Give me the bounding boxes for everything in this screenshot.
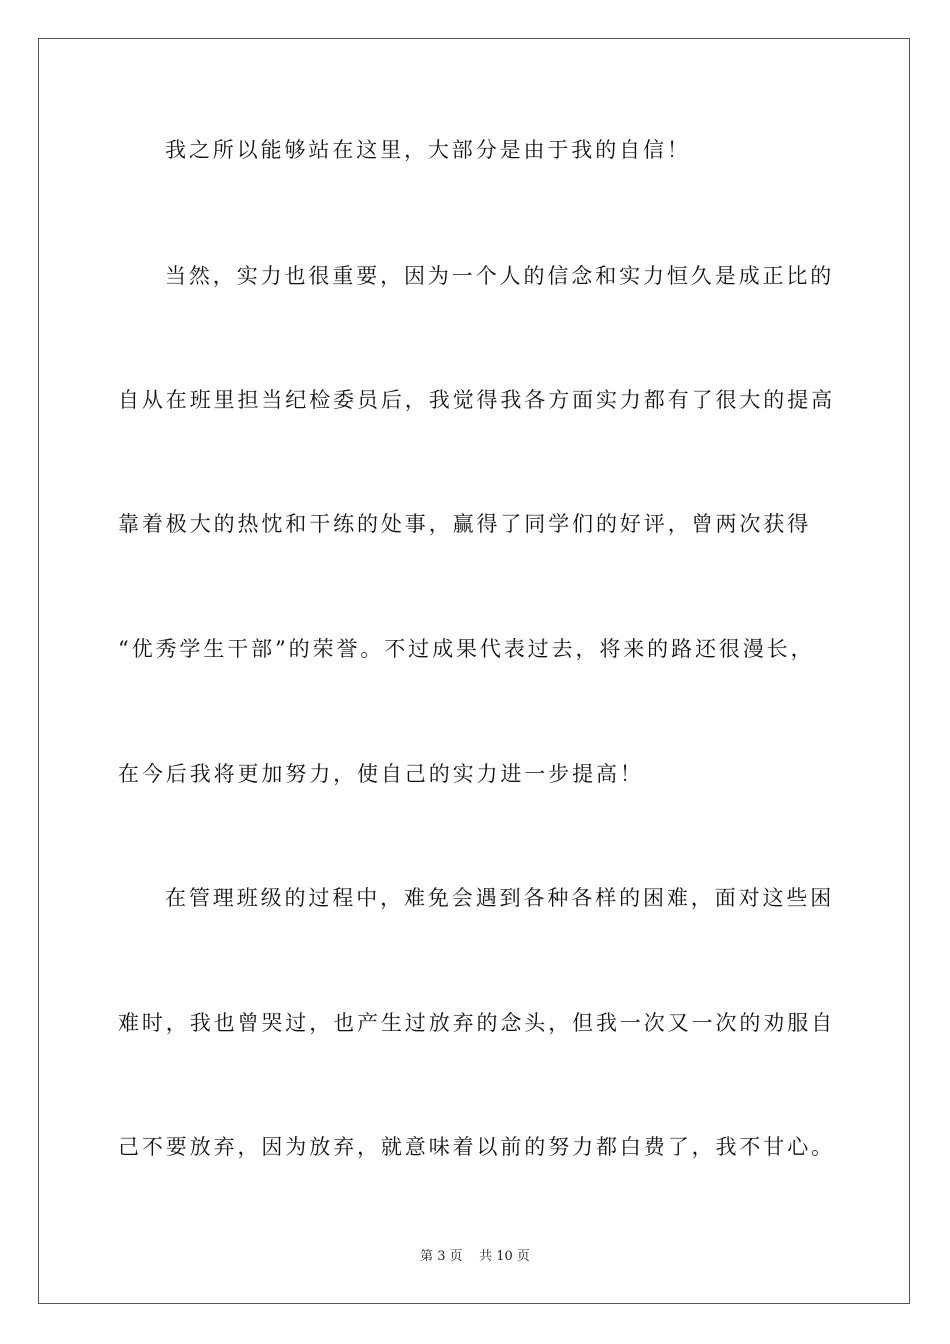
page-number-footer: 第 3 页 共 10 页	[420, 1249, 530, 1264]
paragraph-line: 难时，我也曾哭过，也产生过放弃的念头，但我一次又一次的劝服自	[118, 1011, 835, 1035]
paragraph-line: 靠着极大的热忱和干练的处事，赢得了同学们的好评，曾两次获得	[118, 512, 812, 536]
paragraph-line: “优秀学生干部”的荣誉。不过成果代表过去，将来的路还很漫长，	[118, 637, 815, 661]
paragraph-line: 在今后我将更加努力，使自己的实力进一步提高！	[118, 762, 644, 786]
paragraph-line: 自从在班里担当纪检委员后，我觉得我各方面实力都有了很大的提高	[118, 388, 835, 412]
paragraph-line: 在管理班级的过程中，难免会遇到各种各样的困难，面对这些困	[165, 886, 835, 910]
paragraph-line: 己不要放弃，因为放弃，就意味着以前的努力都白费了，我不甘心。	[118, 1135, 835, 1159]
paragraph-line: 当然，实力也很重要，因为一个人的信念和实力恒久是成正比的	[165, 264, 835, 288]
paragraph-line: 我之所以能够站在这里，大部分是由于我的自信！	[165, 138, 691, 162]
page-border	[38, 38, 910, 1304]
